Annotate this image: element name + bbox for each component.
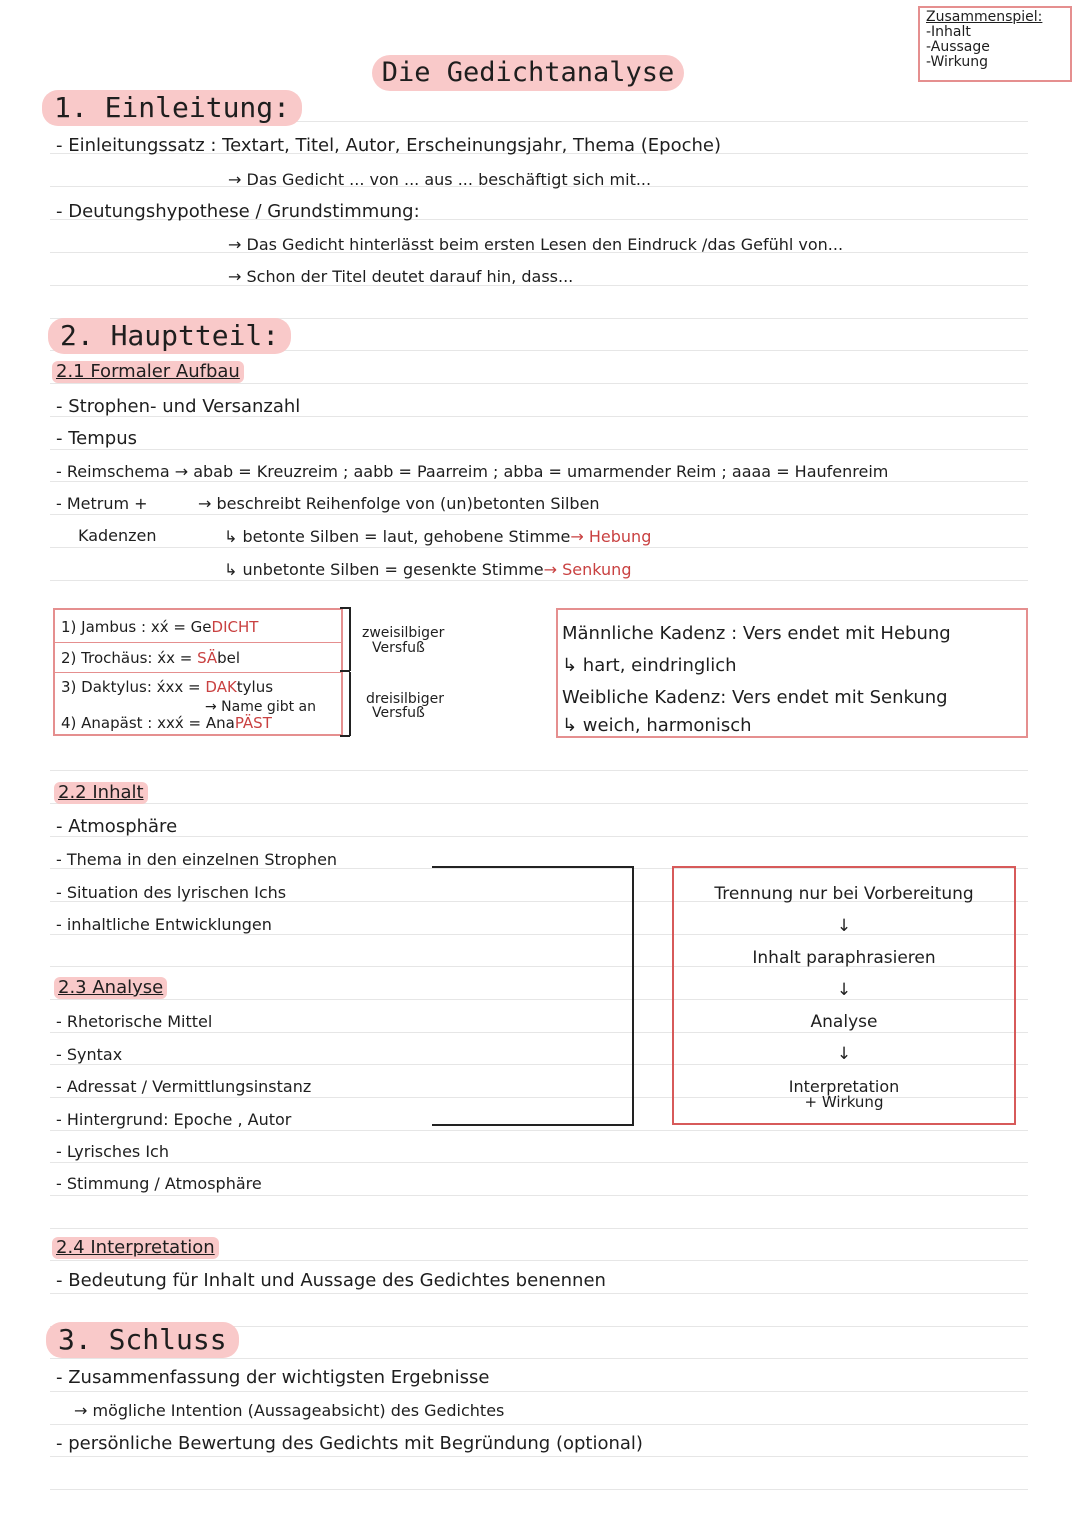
subsection-title-analyse: 2.3 Analyse bbox=[54, 977, 167, 999]
versfuss-anapaest: 4) Anapäst : xxx́ = Ana bbox=[61, 714, 235, 732]
section-title-einleitung: 1. Einleitung: bbox=[42, 90, 302, 126]
hebung-label: → Hebung bbox=[570, 527, 652, 546]
flow-step: Analyse bbox=[810, 1012, 878, 1032]
kadenz-line: Männliche Kadenz : Vers endet mit Hebung bbox=[562, 623, 951, 644]
schluss-line: - Zusammenfassung der wichtigsten Ergebnisse bbox=[56, 1367, 490, 1388]
versfuss-dreisilbig: Versfuß bbox=[372, 705, 425, 721]
rule-line bbox=[50, 803, 1028, 804]
rule-line bbox=[50, 1293, 1028, 1294]
aufbau-line bbox=[224, 525, 651, 549]
einleitung-line: → Das Gedicht hinterlässt beim ersten Lesen den Eindruck /das Gefühl von... bbox=[228, 235, 844, 254]
interpretation-line: - Bedeutung für Inhalt und Aussage des Gedichtes benennen bbox=[56, 1270, 606, 1291]
bracket bbox=[349, 607, 351, 671]
versfuss-table bbox=[53, 608, 343, 736]
aufbau-line: - Tempus bbox=[56, 428, 137, 449]
rule-line bbox=[50, 1424, 1028, 1425]
versfuss-daktylus-stress: DAK bbox=[205, 678, 237, 696]
flow-step: Trennung nur bei Vorbereitung bbox=[714, 884, 974, 904]
zusammenspiel-item: -Aussage bbox=[926, 39, 990, 55]
versfuss-jambus-stress: DICHT bbox=[211, 618, 259, 636]
inhalt-line: - Situation des lyrischen Ichs bbox=[56, 883, 287, 902]
aufbau-line: - Metrum + bbox=[56, 494, 148, 513]
rule-line bbox=[50, 1358, 1028, 1359]
versfuss-zweisilbig: Versfuß bbox=[372, 640, 425, 656]
rule-line bbox=[50, 1260, 1028, 1261]
rule-line bbox=[50, 1228, 1028, 1229]
versfuss-row bbox=[61, 714, 272, 732]
kadenz-box bbox=[556, 608, 1028, 738]
senkung-label: → Senkung bbox=[543, 560, 632, 579]
inhalt-line: - inhaltliche Entwicklungen bbox=[56, 915, 272, 934]
einleitung-line: - Einleitungssatz : Textart, Titel, Autor, Erscheinungsjahr, Thema (Epoche) bbox=[56, 135, 722, 156]
connector-line bbox=[632, 866, 634, 1126]
versfuss-anapaest-stress: PÄST bbox=[234, 714, 272, 732]
flow-step: Inhalt paraphrasieren bbox=[752, 948, 936, 968]
versfuss-trochaeus-rest: bel bbox=[217, 649, 241, 667]
kadenz-line: ↳ weich, harmonisch bbox=[562, 715, 752, 736]
einleitung-line: → Das Gedicht ... von ... aus ... beschäftigt sich mit... bbox=[228, 170, 652, 189]
arrow-down-icon: ↓ bbox=[836, 980, 852, 1000]
page-title: Die Gedichtanalyse bbox=[372, 55, 684, 91]
arrow-down-icon: ↓ bbox=[836, 1044, 852, 1064]
analyse-line: - Lyrisches Ich bbox=[56, 1142, 169, 1161]
subsection-title-inhalt: 2.2 Inhalt bbox=[54, 782, 148, 804]
einleitung-line: - Deutungshypothese / Grundstimmung: bbox=[56, 201, 420, 222]
versfuss-jambus: 1) Jambus : xx́ = Ge bbox=[61, 618, 212, 636]
zusammenspiel-heading: Zusammenspiel: bbox=[926, 9, 1043, 25]
betonte-silben: ↳ betonte Silben = laut, gehobene Stimme bbox=[224, 527, 571, 546]
versfuss-zweisilbig: zweisilbiger bbox=[362, 625, 445, 641]
bracket bbox=[340, 735, 350, 737]
schluss-line: → mögliche Intention (Aussageabsicht) des Gedichtes bbox=[74, 1401, 505, 1420]
flow-step: + Wirkung bbox=[804, 1093, 884, 1111]
versfuss-row bbox=[61, 678, 273, 696]
rule-line bbox=[50, 1489, 1028, 1490]
inhalt-line: - Thema in den einzelnen Strophen bbox=[56, 850, 338, 869]
versfuss-daktylus-rest: tylus bbox=[236, 678, 274, 696]
rule-line bbox=[50, 836, 1028, 837]
zusammenspiel-item: -Wirkung bbox=[926, 54, 988, 70]
aufbau-line: → beschreibt Reihenfolge von (un)betonten Silben bbox=[198, 494, 600, 513]
analyse-line: - Stimmung / Atmosphäre bbox=[56, 1174, 262, 1193]
versfuss-trochaeus-stress: SÄ bbox=[197, 649, 218, 667]
connector-line bbox=[432, 1124, 634, 1126]
inhalt-line: - Atmosphäre bbox=[56, 816, 178, 837]
analyse-line: - Hintergrund: Epoche , Autor bbox=[56, 1110, 292, 1129]
kadenz-line: ↳ hart, eindringlich bbox=[562, 655, 737, 676]
versfuss-daktylus: 3) Daktylus: x́xx = bbox=[61, 678, 206, 696]
unbetonte-silben: ↳ unbetonte Silben = gesenkte Stimme bbox=[224, 560, 544, 579]
rule-line bbox=[50, 449, 1028, 450]
table-divider bbox=[55, 672, 341, 673]
rule-line bbox=[50, 1162, 1028, 1163]
bracket bbox=[349, 672, 351, 736]
rule-line bbox=[50, 770, 1028, 771]
schluss-line: - persönliche Bewertung des Gedichts mit Begründung (optional) bbox=[56, 1433, 643, 1454]
vorgehen-box bbox=[672, 866, 1016, 1125]
aufbau-line bbox=[224, 558, 631, 582]
aufbau-line: Kadenzen bbox=[78, 526, 157, 545]
analyse-line: - Adressat / Vermittlungsinstanz bbox=[56, 1077, 312, 1096]
rule-line bbox=[50, 383, 1028, 384]
analyse-line: - Rhetorische Mittel bbox=[56, 1012, 213, 1031]
arrow-down-icon: ↓ bbox=[836, 916, 852, 936]
section-title-schluss: 3. Schluss bbox=[46, 1322, 239, 1358]
section-title-hauptteil: 2. Hauptteil: bbox=[48, 318, 291, 354]
rule-line bbox=[50, 1456, 1028, 1457]
aufbau-line: - Strophen- und Versanzahl bbox=[56, 396, 301, 417]
subsection-title-formaler-aufbau: 2.1 Formaler Aufbau bbox=[52, 361, 244, 383]
analyse-line: - Syntax bbox=[56, 1045, 123, 1064]
flow-step: Interpretation bbox=[788, 1077, 900, 1096]
zusammenspiel-box bbox=[918, 6, 1072, 82]
connector-line bbox=[432, 866, 634, 868]
subsection-title-interpretation: 2.4 Interpretation bbox=[52, 1237, 219, 1259]
kadenz-line: Weibliche Kadenz: Vers endet mit Senkung bbox=[562, 687, 948, 708]
table-divider bbox=[55, 642, 341, 643]
versfuss-dreisilbig: dreisilbiger bbox=[366, 691, 444, 707]
zusammenspiel-item: -Inhalt bbox=[926, 24, 971, 40]
versfuss-trochaeus: 2) Trochäus: x́x = bbox=[61, 649, 198, 667]
versfuss-row bbox=[61, 649, 240, 667]
rule-line bbox=[50, 1391, 1028, 1392]
aufbau-line: - Reimschema → abab = Kreuzreim ; aabb = Paarreim ; abba = umarmender Reim ; aaaa = Haufenreim bbox=[56, 462, 889, 481]
name-gibt-an-note: → Name gibt an bbox=[205, 699, 316, 715]
einleitung-line: → Schon der Titel deutet darauf hin, dass... bbox=[228, 267, 574, 286]
versfuss-row bbox=[61, 618, 258, 636]
